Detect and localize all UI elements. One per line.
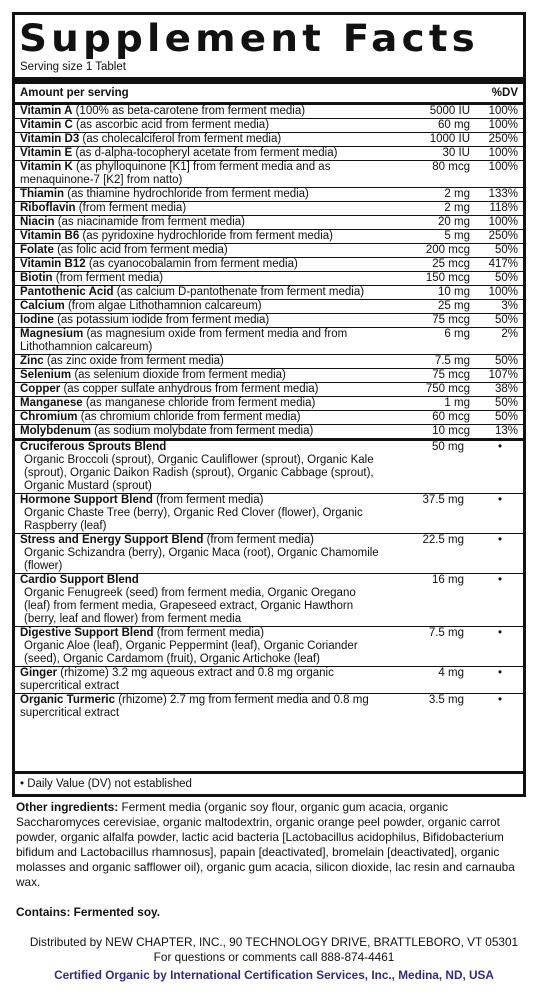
blend-title-line xyxy=(20,694,382,720)
nutrient-name-cell xyxy=(20,244,388,257)
nutrient-row xyxy=(15,119,523,133)
nutrient-name-cell xyxy=(20,272,388,285)
blend-amount: 7.5 mg xyxy=(428,627,464,639)
nutrient-amount: 80 mcg xyxy=(432,161,470,173)
blend-dv: • xyxy=(497,574,503,586)
serving-size: Serving size 1 Tablet xyxy=(15,61,523,84)
blend-name-cell xyxy=(20,574,382,626)
nutrient-dv: 50% xyxy=(494,314,518,326)
nutrient-source: (as magnesium oxide from ferment media and from Lithothamnion calcareum) xyxy=(20,328,348,353)
nutrient-amount: 5 mg xyxy=(444,230,470,242)
nutrient-source: (as cholecalciferol from ferment media) xyxy=(79,133,282,145)
nutrient-source: (as calcium D-pantothenate from ferment media) xyxy=(113,286,365,298)
blend-name-cell xyxy=(20,441,382,493)
nutrient-amount: 75 mcg xyxy=(432,314,470,326)
blend-dv: • xyxy=(497,694,503,706)
nutrient-name-cell xyxy=(20,369,388,382)
nutrient-source: (as folic acid from ferment media) xyxy=(53,244,228,256)
blend-name-cell xyxy=(20,534,382,573)
blend-name: Organic Turmeric xyxy=(20,694,116,706)
nutrient-row xyxy=(15,369,523,383)
nutrient-name: Riboflavin xyxy=(20,202,76,214)
nutrient-dv: 100% xyxy=(488,119,518,131)
blend-source: (rhizome) 2.7 mg from ferment media and 0.8 mg supercritical extract xyxy=(20,694,369,719)
blend-title-line xyxy=(20,574,382,587)
nutrient-row xyxy=(15,300,523,314)
blend-dv: • xyxy=(497,667,503,679)
dv-footnote: • Daily Value (DV) not established xyxy=(15,771,523,794)
blend-dv: • xyxy=(497,534,503,546)
blend-title-line xyxy=(20,494,382,507)
nutrient-source: (as niacinamide from ferment media) xyxy=(54,216,245,228)
nutrient-name-cell xyxy=(20,133,388,146)
nutrient-amount: 30 IU xyxy=(442,147,470,159)
nutrient-amount: 60 mg xyxy=(438,119,470,131)
nutrient-name-cell xyxy=(20,188,388,201)
blend-ingredients: Organic Chaste Tree (berry), Organic Red Clover (flower), Organic Raspberry (leaf) xyxy=(24,507,363,532)
allergen-statement: Contains: Fermented soy. xyxy=(16,905,160,919)
nutrient-row xyxy=(15,355,523,369)
blend-row xyxy=(15,494,523,534)
nutrient-name: Iodine xyxy=(20,314,54,326)
dv-header: %DV xyxy=(491,87,518,99)
nutrient-source: (as ascorbic acid from ferment media) xyxy=(72,119,270,131)
blend-title-line xyxy=(20,627,382,640)
nutrient-row xyxy=(15,314,523,328)
nutrient-amount: 1000 IU xyxy=(429,133,470,145)
blend-name: Stress and Energy Support Blend xyxy=(20,534,204,546)
nutrient-source: (as cyanocobalamin from ferment media) xyxy=(85,258,298,270)
nutrient-name-cell xyxy=(20,161,388,187)
blend-row xyxy=(15,441,523,494)
nutrient-dv: 107% xyxy=(488,369,518,381)
blend-amount: 3.5 mg xyxy=(428,694,464,706)
blend-amount: 22.5 mg xyxy=(422,534,464,546)
nutrient-name: Magnesium xyxy=(20,328,84,340)
nutrient-row xyxy=(15,425,523,441)
blend-source: (from ferment media) xyxy=(153,627,265,639)
nutrient-source: (from ferment media) xyxy=(52,272,164,284)
blend-name: Ginger xyxy=(20,667,58,679)
nutrient-dv: 50% xyxy=(494,355,518,367)
nutrient-source: (100% as beta-carotene from ferment media) xyxy=(72,105,306,117)
nutrient-row xyxy=(15,202,523,216)
nutrient-dv: 417% xyxy=(488,258,518,270)
blend-ingredients: Organic Broccoli (sprout), Organic Cauliflower (sprout), Organic Kale (sprout), Organic Daikon Radish (sprout), Organic Cabbage (sprout), Organic Mustard (sprout) xyxy=(24,454,374,492)
nutrient-dv: 100% xyxy=(488,105,518,117)
nutrient-name: Vitamin B12 xyxy=(20,258,86,270)
nutrient-name-cell xyxy=(20,300,388,313)
nutrient-dv: 3% xyxy=(501,300,518,312)
nutrient-name: Biotin xyxy=(20,272,53,284)
blend-source: (from ferment media) xyxy=(203,534,314,546)
nutrient-dv: 250% xyxy=(488,230,518,242)
blend-name-cell xyxy=(20,627,382,666)
nutrient-amount: 10 mcg xyxy=(432,425,470,437)
nutrient-amount: 2 mg xyxy=(444,188,470,200)
nutrient-row xyxy=(15,216,523,230)
nutrient-name: Copper xyxy=(20,383,61,395)
nutrient-name: Selenium xyxy=(20,369,72,381)
nutrient-source: (as sodium molybdate from ferment media) xyxy=(90,425,314,437)
nutrient-row xyxy=(15,133,523,147)
nutrient-row xyxy=(15,286,523,300)
nutrient-source: (from ferment media) xyxy=(75,202,187,214)
nutrient-name: Vitamin K xyxy=(20,161,73,173)
nutrient-amount: 7.5 mg xyxy=(434,355,470,367)
blend-name: Hormone Support Blend xyxy=(20,494,153,506)
organic-certification: Certified Organic by International Certification Services, Inc., Medina, ND, USA xyxy=(54,968,494,982)
nutrient-amount: 25 mg xyxy=(438,300,470,312)
nutrient-name: Folate xyxy=(20,244,54,256)
contact-line: For questions or comments call 888-874-4461 xyxy=(153,950,395,964)
nutrient-dv: 100% xyxy=(488,147,518,159)
blend-ingredients: Organic Schizandra (berry), Organic Maca (root), Organic Chamomile (flower) xyxy=(24,547,379,572)
nutrient-amount: 2 mg xyxy=(444,202,470,214)
nutrient-amount: 6 mg xyxy=(444,328,470,340)
nutrient-row xyxy=(15,244,523,258)
nutrient-source: (as potassium iodide from ferment media) xyxy=(53,314,270,326)
nutrient-dv: 118% xyxy=(489,202,518,214)
distributor-info xyxy=(0,935,548,965)
blend-ingredients: Organic Fenugreek (seed) from ferment media, Organic Oregano (leaf) from ferment media, Grapeseed extract, Organic Hawthorn (berry, leaf and flower) from ferment media xyxy=(24,587,356,625)
blend-ingredients: Organic Aloe (leaf), Organic Peppermint (leaf), Organic Coriander (seed), Organic Cardamom (fruit), Organic Artichoke (leaf) xyxy=(24,640,358,665)
nutrient-dv: 100% xyxy=(488,286,518,298)
nutrient-name: Thiamin xyxy=(20,188,65,200)
nutrient-dv: 13% xyxy=(494,425,518,437)
nutrient-name: Molybdenum xyxy=(20,425,91,437)
blend-dv: • xyxy=(497,494,503,506)
nutrient-name-cell xyxy=(20,397,388,410)
nutrient-dv: 133% xyxy=(488,188,518,200)
nutrient-name-cell xyxy=(20,216,388,229)
nutrient-name-cell xyxy=(20,328,388,354)
nutrient-source: (as pyridoxine hydrochloride from ferment media) xyxy=(79,230,333,242)
nutrient-row xyxy=(15,230,523,244)
nutrient-amount: 60 mcg xyxy=(432,411,470,423)
nutrient-amount: 750 mcg xyxy=(425,383,470,395)
nutrient-source: (as d-alpha-tocopheryl acetate from ferment media) xyxy=(72,147,338,159)
blend-row xyxy=(15,574,523,627)
nutrient-amount: 25 mcg xyxy=(432,258,470,270)
blend-amount: 37.5 mg xyxy=(422,494,464,506)
other-ingredients-text: Ferment media (organic soy flour, organic gum acacia, organic Saccharomyces cerevisiae, organic maltodextrin, organic orange peel powder, organic carrot powder, organic alfalfa powder, lactic acid bacteria [Lactobacillus acidophilus, Bifidobacterium bifidum and Lactobacillus rhamnosus], papain [deactivated], bromelain [deactivated], organic molasses and organic safflower oil), organic gum acacia, silicon dioxide, lac resin and carnauba wax. xyxy=(16,800,515,889)
nutrient-name-cell xyxy=(20,105,388,118)
nutrient-amount: 150 mcg xyxy=(425,272,470,284)
blend-name: Cardio Support Blend xyxy=(20,574,139,586)
nutrient-name: Zinc xyxy=(20,355,44,367)
nutrient-dv: 2% xyxy=(501,328,518,340)
nutrient-name-cell xyxy=(20,286,388,299)
nutrient-source: (as selenium dioxide from ferment media) xyxy=(71,369,286,381)
nutrient-row xyxy=(15,328,523,355)
nutrient-amount: 200 mcg xyxy=(425,244,470,256)
nutrient-row xyxy=(15,411,523,425)
nutrient-name: Vitamin D3 xyxy=(20,133,80,145)
nutrient-name: Chromium xyxy=(20,411,78,423)
nutrient-name-cell xyxy=(20,411,388,424)
nutrient-name: Vitamin A xyxy=(20,105,73,117)
supplement-facts-panel xyxy=(12,12,526,797)
nutrient-name-cell xyxy=(20,119,388,132)
blend-amount: 4 mg xyxy=(438,667,464,679)
nutrient-dv: 100% xyxy=(488,161,518,173)
nutrient-row xyxy=(15,397,523,411)
nutrient-name: Vitamin C xyxy=(20,119,73,131)
nutrient-row xyxy=(15,272,523,286)
table-header xyxy=(15,84,523,105)
amount-header: Amount per serving xyxy=(20,87,129,99)
nutrient-name: Pantothenic Acid xyxy=(20,286,114,298)
blend-name: Cruciferous Sprouts Blend xyxy=(20,441,167,453)
nutrient-row xyxy=(15,147,523,161)
nutrient-name-cell xyxy=(20,314,388,327)
nutrient-source: (as thiamine hydrochloride from ferment media) xyxy=(64,188,309,200)
blend-name-cell xyxy=(20,694,382,734)
nutrient-amount: 20 mg xyxy=(438,216,470,228)
blend-amount: 16 mg xyxy=(432,574,464,586)
nutrient-name: Vitamin B6 xyxy=(20,230,80,242)
nutrient-dv: 250% xyxy=(488,133,518,145)
nutrient-dv: 38% xyxy=(494,383,518,395)
nutrient-dv: 50% xyxy=(494,272,518,284)
nutrient-amount: 75 mcg xyxy=(432,369,470,381)
nutrient-source: (as manganese chloride from ferment media) xyxy=(82,397,316,409)
nutrient-row xyxy=(15,161,523,188)
blend-title-line xyxy=(20,441,382,454)
blend-row xyxy=(15,667,523,694)
nutrient-name: Vitamin E xyxy=(20,147,73,159)
nutrient-amount: 5000 IU xyxy=(429,105,470,117)
nutrient-amount: 10 mg xyxy=(438,286,470,298)
other-ingredients-label: Other ingredients: xyxy=(16,800,119,814)
distributor-address: Distributed by NEW CHAPTER, INC., 90 TECHNOLOGY DRIVE, BRATTLEBORO, VT 05301 xyxy=(29,935,519,949)
nutrient-name-cell xyxy=(20,425,388,438)
nutrient-source: (as zinc oxide from ferment media) xyxy=(43,355,224,367)
blend-name: Digestive Support Blend xyxy=(20,627,154,639)
blend-amount: 50 mg xyxy=(432,441,464,453)
blend-dv: • xyxy=(497,627,503,639)
nutrient-row xyxy=(15,258,523,272)
nutrient-name-cell xyxy=(20,147,388,160)
blend-name-cell xyxy=(20,494,382,533)
nutrient-name-cell xyxy=(20,383,388,396)
nutrient-name-cell xyxy=(20,202,388,215)
nutrient-name: Niacin xyxy=(20,216,55,228)
blend-source: (from ferment media) xyxy=(152,494,264,506)
blend-row xyxy=(15,627,523,667)
blend-title-line xyxy=(20,534,382,547)
blend-title-line xyxy=(20,667,382,693)
nutrient-amount: 1 mg xyxy=(444,397,470,409)
nutrient-source: (as copper sulfate anhydrous from ferment media) xyxy=(60,383,319,395)
nutrient-name-cell xyxy=(20,355,388,368)
blend-dv: • xyxy=(497,441,503,453)
nutrient-dv: 50% xyxy=(494,397,518,409)
blend-row xyxy=(15,694,523,734)
nutrient-row xyxy=(15,105,523,119)
nutrient-name-cell xyxy=(20,230,388,243)
nutrient-name-cell xyxy=(20,258,388,271)
nutrient-source: (as chromium chloride from ferment media) xyxy=(77,411,301,423)
other-ingredients xyxy=(16,800,532,890)
blend-name-cell xyxy=(20,667,382,693)
nutrient-name: Manganese xyxy=(20,397,83,409)
nutrient-source: (from algae Lithothamnion calcareum) xyxy=(64,300,262,312)
nutrient-dv: 50% xyxy=(494,244,518,256)
nutrient-row xyxy=(15,383,523,397)
blend-list xyxy=(15,441,523,734)
nutrient-row xyxy=(15,188,523,202)
nutrient-list xyxy=(15,105,523,441)
nutrient-name: Calcium xyxy=(20,300,65,312)
nutrient-dv: 50% xyxy=(494,411,518,423)
blend-source: (rhizome) 3.2 mg aqueous extract and 0.8 mg organic supercritical extract xyxy=(20,667,334,692)
nutrient-dv: 100% xyxy=(488,216,518,228)
blend-row xyxy=(15,534,523,574)
nutrient-source: (as phylloquinone [K1] from ferment media and as menaquinone-7 [K2] from natto) xyxy=(20,161,331,186)
panel-title: Supplement Facts xyxy=(19,17,479,60)
